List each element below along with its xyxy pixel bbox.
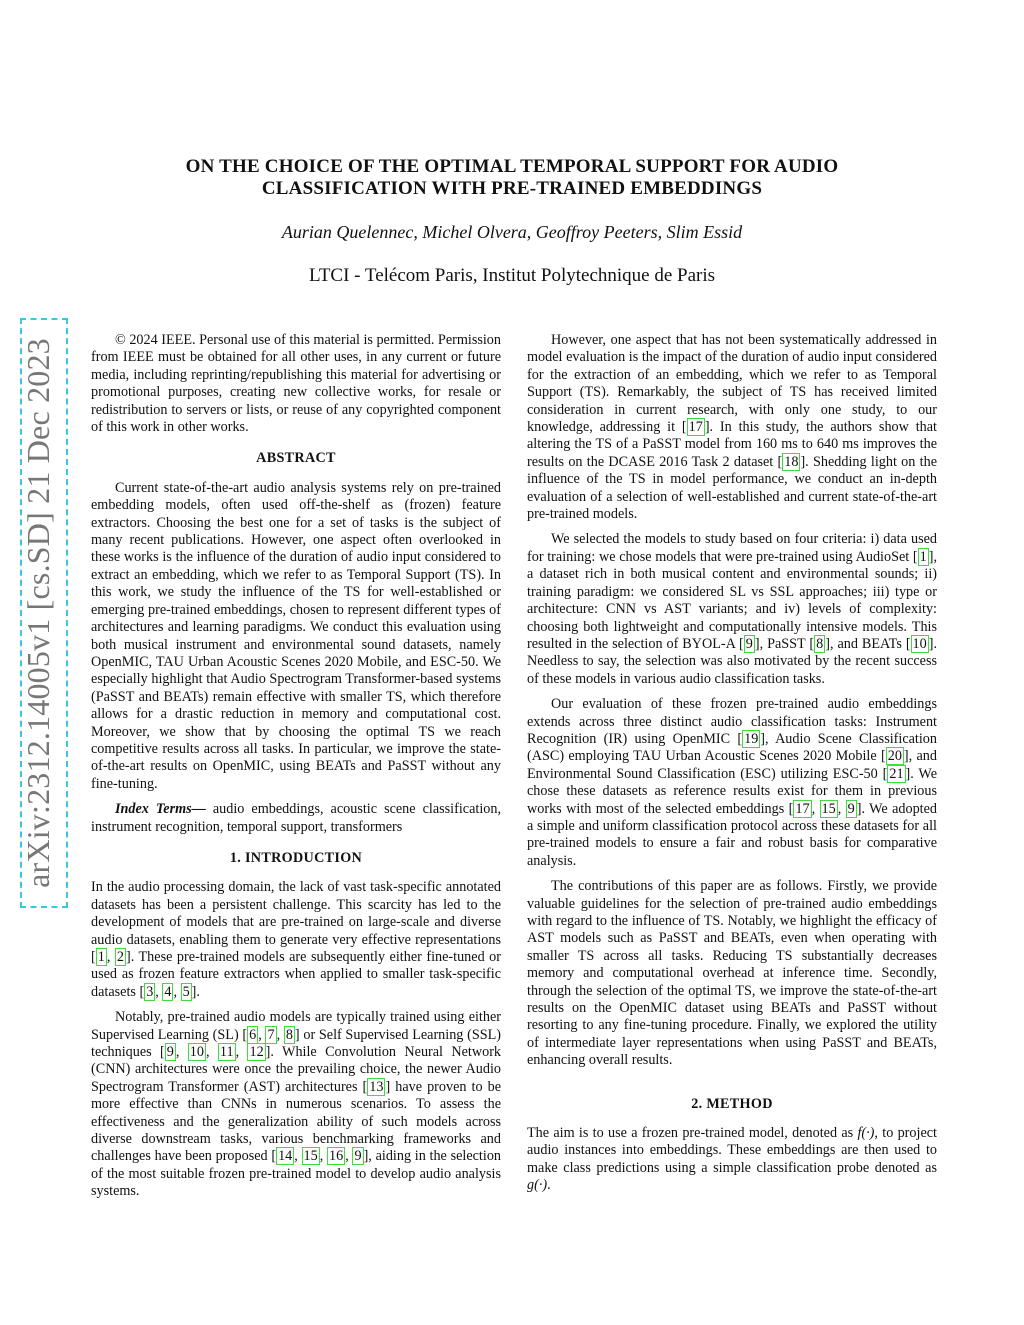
citation-link[interactable]: 1 [919,548,927,565]
citation-link[interactable]: 7 [267,1026,275,1043]
citation-link[interactable]: 1 [97,949,105,965]
citation-link[interactable]: 10 [912,635,927,652]
intro-paragraph-3: However, one aspect that has not been systematically addressed in model evaluation is the impact of the duration of audio input considered for the extraction of an embedding, which we refer to as Temporal Support (TS). Remarkably, the subject of TS has received limited consideration in current research, with only one study, to our knowledge, addressing it [ 17 ]. In this study, the authors show that altering the TS of a PaSST model from 160 ms to 640 ms improves the results on the DCASE 2016 Task 2 dataset [ 18 ]. Shedding light on the influence of the TS in model performance, we conduct an in-depth evaluation of a selection of well-established and current state-of-the-art pre-trained models. [527,332,937,523]
paper-title [140,156,884,200]
citation-link[interactable]: 9 [847,800,855,817]
citation-link[interactable]: 8 [285,1026,293,1043]
citation-link[interactable]: 18 [784,453,799,470]
citation-link[interactable]: 4 [164,983,172,1000]
citation-link[interactable]: 17 [688,419,703,436]
copyright-notice: © 2024 IEEE. Personal use of this material is permitted. Permission from IEEE must be obtained for all other uses, in any current or future media, including reprinting/republishing this material for advertising or promotional purposes, creating new collective works, for resale or redistribution to servers or lists, or reuse of any copyrighted component of this work in other works. [91,332,501,436]
citation-link[interactable]: 10 [189,1044,204,1061]
citation-link[interactable]: 11 [219,1044,234,1061]
citation-link[interactable]: 3 [146,983,154,1000]
citation-link[interactable]: 8 [816,635,824,652]
citation-link[interactable]: 17 [795,800,810,817]
citation-link[interactable]: 15 [303,1148,318,1165]
title-line-2: CLASSIFICATION WITH PRE-TRAINED EMBEDDINGS [261,178,763,199]
left-column [91,332,501,1209]
citation-link[interactable]: 6 [249,1026,257,1043]
intro-paragraph-1: In the audio processing domain, the lack of vast task-specific annotated datasets has been a persistent challenge. This scarcity has led to the development of models that are pre-trained on large-scale and diverse audio datasets, enabling them to generate very effective representations [ 1 , 2 ]. These pre-trained models are subsequently either fine-tuned or used as frozen feature extractors when applied to smaller task-specific datasets [ 3 , 4 , 5 ]. [91,879,502,1000]
citation-link[interactable]: 2 [116,949,124,965]
citation-link[interactable]: 9 [745,635,753,652]
math-g: g(·) [527,1177,548,1194]
intro-paragraph-4: We selected the models to study based on four criteria: i) data used for training: we chose models that were pre-trained using AudioSet [ 1 ], a dataset rich in both musical content and environmental sounds; ii) training paradigm: we considered SL vs SSL approaches; iii) type or architecture: CNN vs AST variants; and iv) levels of complexity: choosing both lightweight and computationally intensive models. This resulted in the selection of BYOL-A [ 9 ], PaSST [ 8 ], and BEATs [ 10 ]. Needless to say, the selection was also motivated by the recent success of these models in various audio classification tasks. [527,531,938,687]
citation-link[interactable]: 20 [887,748,902,765]
author-list: Aurian Quelennec, Michel Olvera, Geoffroy Peeters, Slim Essid [281,222,743,242]
citation-link[interactable]: 15 [821,800,836,817]
citation-link[interactable]: 16 [329,1148,344,1165]
method-paragraph-1: The aim is to use a frozen pre-trained model, denoted as f(·), to project audio instances into embeddings. These embeddings are then used to make class predictions using a simple classification probe denoted as g(·). [527,1125,937,1194]
math-f: f(·) [857,1125,875,1142]
arxiv-identifier[interactable]: arXiv:2312.14005v1 [cs.SD] 21 Dec 2023 [20,338,56,888]
index-terms-text: audio embeddings, acoustic scene classification, instrument recognition, temporal support, transformers [91,801,501,835]
introduction-heading: 1. INTRODUCTION [229,849,363,866]
intro-paragraph-5: Our evaluation of these frozen pre-trained audio embeddings extends across three distinct audio classification tasks: Instrument Recognition (IR) using OpenMIC [ 19 ], Audio Scene Classification (ASC) employing TAU Urban Acoustic Scenes 2020 Mobile [ 20 ], and Environmental Sound Classification (ESC) utilizing ESC-50 [ 21 ]. We chose these datasets as reference results exist for them in previous works with most of the selected embeddings [ 17 , 15 , 9 ]. We adopted a simple and uniform classification protocol across these datasets for all pre-trained models to ensure a fair and robust basis for comparative analysis. [527,696,938,869]
title-line-1: ON THE CHOICE OF THE OPTIMAL TEMPORAL SUPPORT FOR AUDIO [185,156,839,177]
citation-link[interactable]: 14 [278,1148,293,1165]
citation-link[interactable]: 9 [166,1044,174,1061]
citation-link[interactable]: 19 [744,730,759,747]
affiliation: LTCI - Telécom Paris, Institut Polytechnique de Paris [308,265,716,286]
abstract-text: Current state-of-the-art audio analysis systems rely on pre-trained embedding models, often used off-the-shelf as (frozen) feature extractors. Choosing the best one for a set of tasks is the subject of many recent publications. However, one aspect often overlooked in these works is the influence of the duration of audio input considered to extract an embedding, which we refer to as Temporal Support (TS). In this work, we study the influence of the TS for well-established or emerging pre-trained embeddings, chosen to represent different types of architectures and learning paradigms. We conduct this evaluation using both musical instrument and environmental sound datasets, namely OpenMIC, TAU Urban Acoustic Scenes 2020 Mobile, and ESC-50. We especially highlight that Audio Spectrogram Transformer-based systems (PaSST and BEATs) remain effective with smaller TS, which therefore allows for a drastic reduction in memory and computational cost. Moreover, we show that by choosing the optimal TS we reach competitive results across all tasks. In particular, we improve the state-of-the-art results on OpenMIC, using BEATs and PaSST without any fine-tuning. [91,479,501,792]
index-terms-label: Index Terms— [115,801,206,818]
abstract-heading: ABSTRACT [256,450,336,467]
citation-link[interactable]: 21 [889,765,904,782]
intro-paragraph-2: Notably, pre-trained audio models are typically trained using either Supervised Learning (SL) [ 6 , 7 , 8 ] or Self Supervised Learning (SSL) techniques [ 9 , 10 , 11 , 12 ]. While Convolution Neural Network (CNN) architectures were once the prevailing choice, the newer Audio Spectrogram Transformer (AST) architectures [ 13 ] have proven to be more effective than CNNs in numerous scenarios. To assess the effectiveness and the generalization ability of such models across diverse downstream tasks, various benchmarking frameworks and challenges have been proposed [ 14 , 15 , 16 , 9 ], aiding in the selection of the most suitable frozen pre-trained model to develop audio analysis systems. [91,1009,502,1200]
citation-link[interactable]: 9 [354,1148,362,1165]
citation-link[interactable]: 13 [369,1078,384,1095]
index-terms [91,801,501,836]
citation-link[interactable]: 12 [249,1044,264,1061]
citation-link[interactable]: 5 [182,983,190,1000]
method-heading: 2. METHOD [691,1095,773,1112]
right-column [527,332,937,1203]
intro-paragraph-6: The contributions of this paper are as follows. Firstly, we provide valuable guidelines for the selection of pre-trained audio embeddings with regard to the influence of TS. Notably, we highlight the efficacy of AST models such as PaSST and BEATs, even when operating with smaller TS across all tasks. Reducing TS substantially decreases memory and computational overhead at inference time. Secondly, through the selection of the optimal TS, we improve the state-of-the-art results on the OpenMIC dataset using BEATs and PaSST without resorting to any fine-tuning procedure. Finally, we explored the utility of intermediate layer representations when using PaSST and BEATs, enhancing overall results. [527,878,937,1069]
